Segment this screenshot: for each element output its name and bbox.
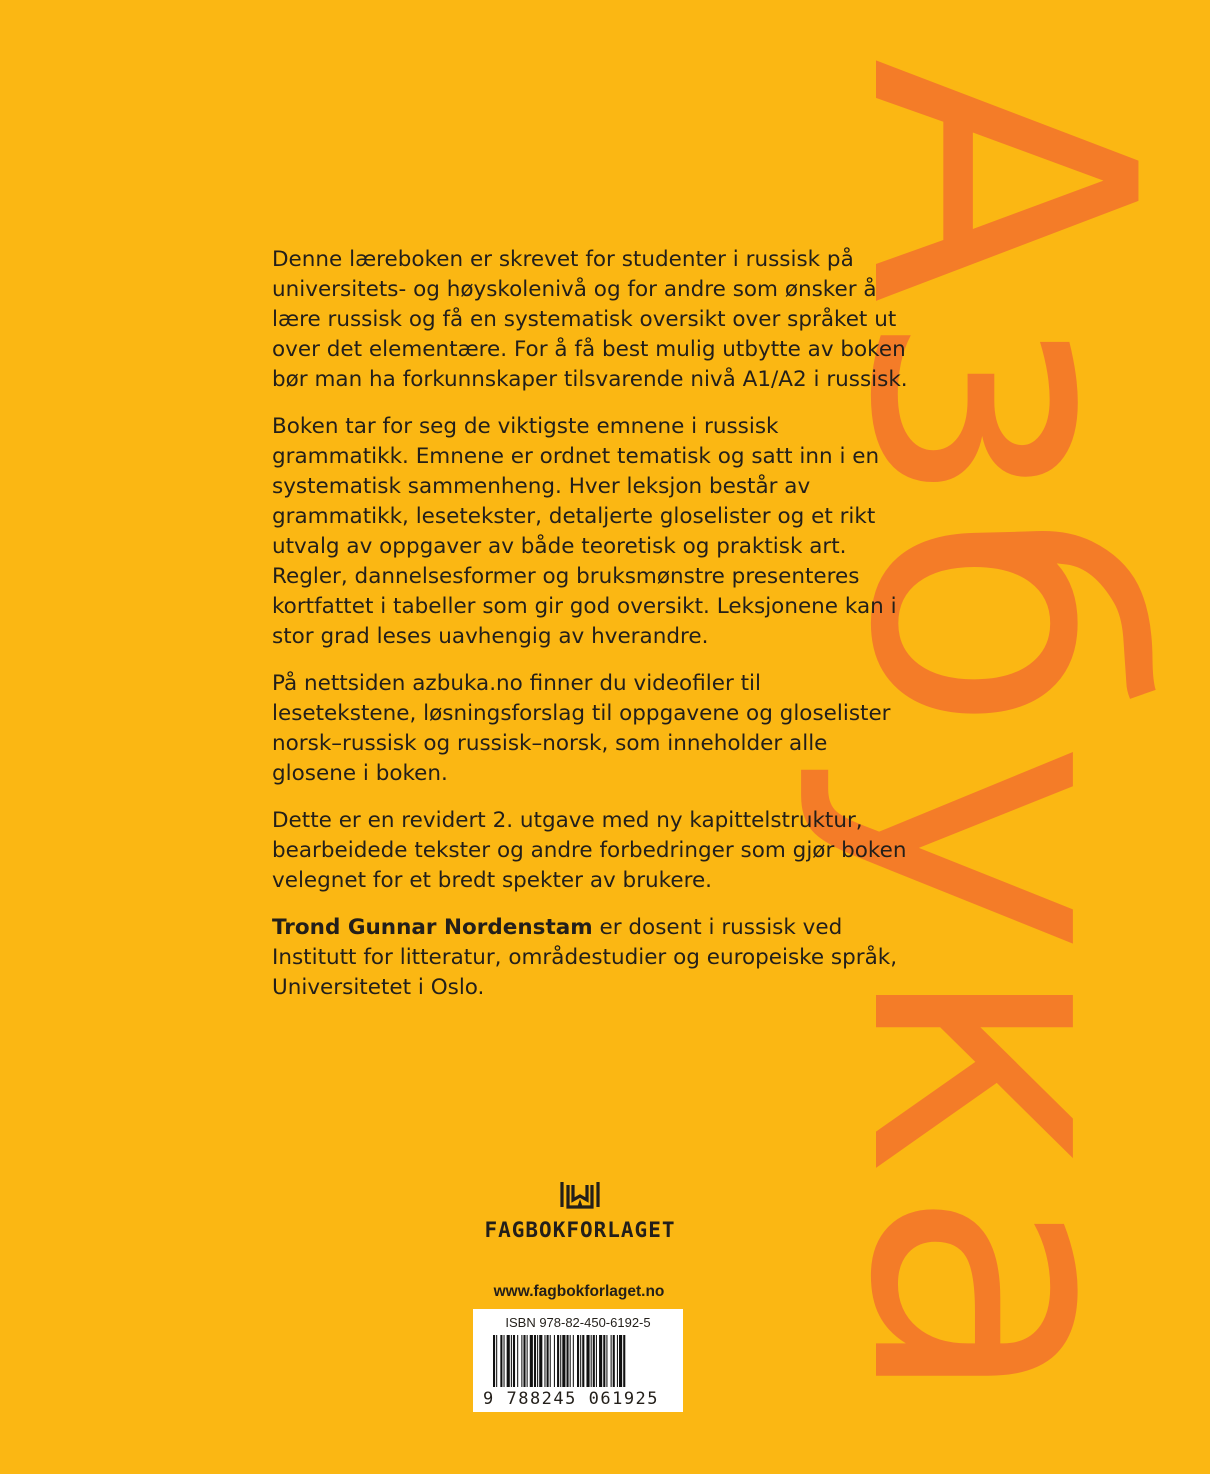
barcode-bar — [577, 1335, 579, 1387]
open-book-logo-icon — [559, 1180, 601, 1210]
barcode-panel — [473, 1309, 683, 1412]
barcode-bar — [539, 1335, 542, 1387]
decorative-title-letters — [791, 0, 1210, 1474]
barcode-bar — [547, 1335, 549, 1387]
barcode-bar — [523, 1335, 525, 1387]
barcode-bar — [534, 1335, 536, 1387]
barcode-bar — [567, 1335, 569, 1387]
barcode-bar — [593, 1335, 595, 1387]
barcode-bar — [591, 1335, 592, 1387]
barcode-bar — [504, 1335, 505, 1387]
barcode-bar — [496, 1335, 497, 1387]
barcode-bar — [500, 1335, 502, 1387]
barcode-bar — [537, 1335, 538, 1387]
barcode-bar — [550, 1335, 551, 1387]
barcode-bar — [606, 1335, 607, 1387]
barcode-bar — [517, 1335, 518, 1387]
ean-digits: 9 788245 061925 — [483, 1389, 660, 1409]
barcode-bar — [603, 1335, 605, 1387]
barcode-bar — [554, 1335, 555, 1387]
barcode-bar — [582, 1335, 584, 1387]
barcode-bar — [530, 1335, 533, 1387]
barcode-bar — [521, 1335, 522, 1387]
barcode-bar — [562, 1335, 565, 1387]
author-paragraph — [272, 913, 912, 1003]
barcode-bar — [560, 1335, 561, 1387]
barcode-bar — [511, 1335, 512, 1387]
author-name: Trond Gunnar Nordenstam — [272, 915, 593, 940]
barcode-bar — [586, 1335, 589, 1387]
blurb-paragraph-3: På nettsiden azbuka.no finner du videofiler til lesetekstene, løsningsforslag til oppgavene og gloselister norsk–russisk og russisk–norsk, som inneholder alle glosene i boken. — [272, 671, 891, 786]
isbn-label: ISBN 978-82-450-6192-5 — [505, 1315, 651, 1330]
barcode-bar — [596, 1335, 597, 1387]
back-cover-blurb — [272, 245, 912, 1020]
barcode-bar — [617, 1335, 618, 1387]
barcode-bar — [573, 1335, 574, 1387]
barcode-bar — [557, 1335, 559, 1387]
barcode-bar — [570, 1335, 571, 1387]
barcode-bar — [507, 1335, 510, 1387]
barcode-bar — [513, 1335, 515, 1387]
barcode-bar — [599, 1335, 602, 1387]
barcode-bar — [580, 1335, 581, 1387]
blurb-paragraph-1: Denne læreboken er skrevet for studenter i russisk på universitets- og høyskolenivå og for andre som ønsker å lære russisk og få en systematisk oversikt over språket ut over det elementære. For å få best mulig utbytte av boken bør man ha forkunnskaper tilsvarende nivå A1/A2 i russisk. — [272, 247, 908, 392]
barcode-bars — [487, 1335, 669, 1391]
publisher-website: www.fagbokforlaget.no — [493, 1283, 665, 1300]
spine-title: Азбука — [791, 57, 1210, 1417]
publisher-name: FAGBOKFORLAGET — [484, 1218, 676, 1242]
barcode-bar — [527, 1335, 528, 1387]
blurb-paragraph-4: Dette er en revidert 2. utgave med ny kapittelstruktur, bearbeidede tekster og andre forbedringer som gjør boken velegnet for et bredt spekter av brukere. — [272, 808, 907, 893]
barcode-bar — [613, 1335, 615, 1387]
barcode-bar — [619, 1335, 622, 1387]
blurb-paragraph-2: Boken tar for seg de viktigste emnene i russisk grammatikk. Emnene er ordnet tematisk og satt inn i en systematisk sammenheng. Hver leksjon består av grammatikk, lesetekster, detaljerte gloselister og et rikt utvalg av oppgaver av både teoretisk og praktisk art. Regler, dannelsesformer og bruksmønstre presenteres kortfattet i tabeller som gir god oversikt. Leksjonene kan i stor grad leses uavhengig av hverandre. — [272, 414, 897, 649]
barcode-bar — [611, 1335, 612, 1387]
barcode-bar — [493, 1335, 495, 1387]
barcode-bar — [623, 1335, 625, 1387]
author-bio: er dosent i russisk ved Institutt for litteratur, områdestudier og europeiske språk, Universitetet i Oslo. — [272, 915, 898, 1000]
publisher-block — [470, 1180, 690, 1242]
barcode-bar — [544, 1335, 545, 1387]
